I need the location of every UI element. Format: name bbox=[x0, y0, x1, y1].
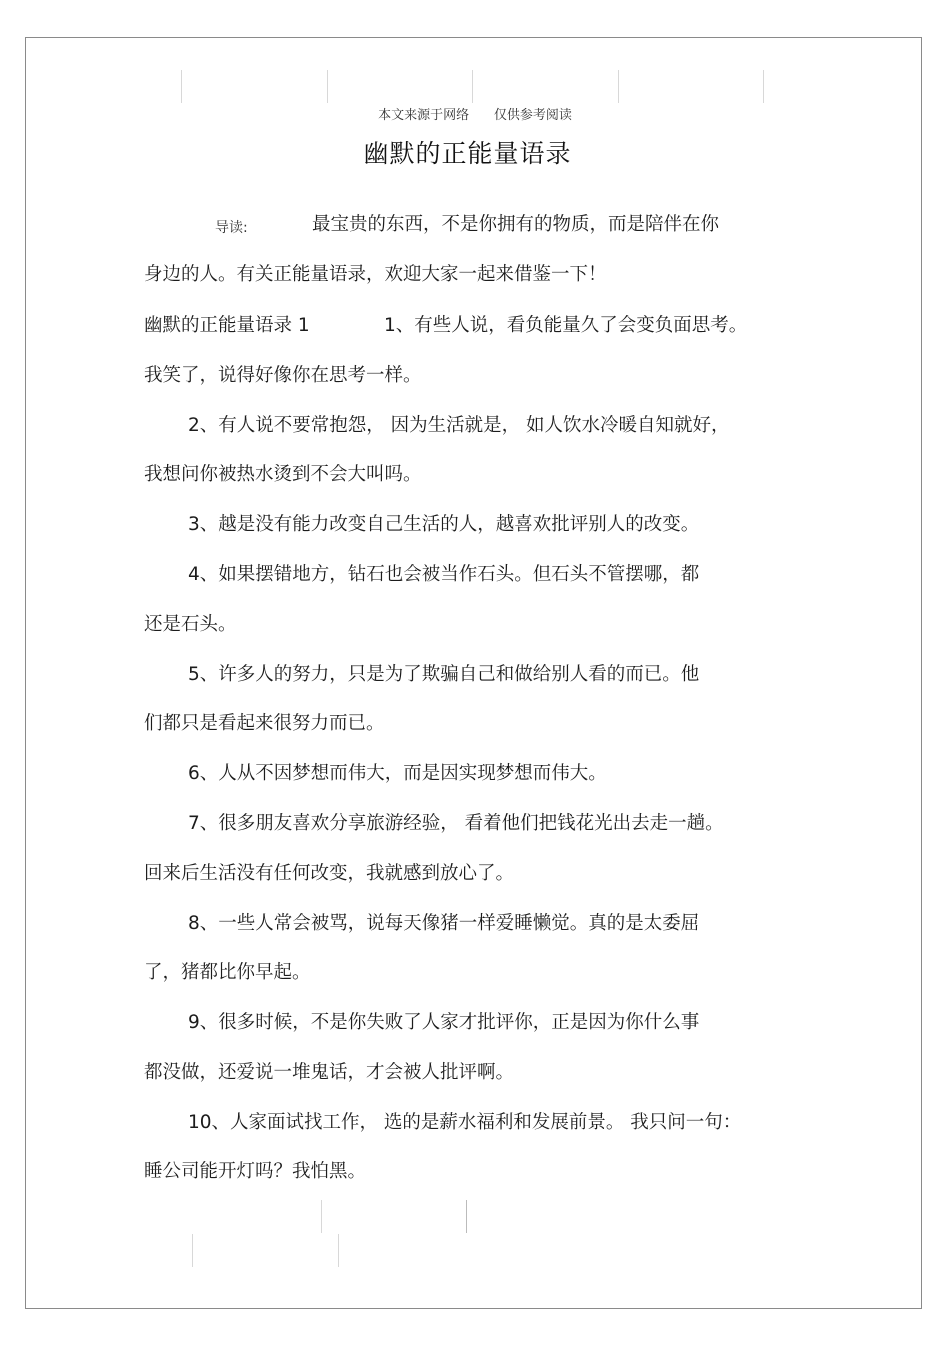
section-title: 幽默的正能量语录 1 bbox=[144, 315, 310, 336]
quote-7-line-2: 回来后生活没有任何改变，我就感到放心了。 bbox=[144, 863, 515, 884]
bottom-tick-3 bbox=[192, 1234, 193, 1267]
intro-line-1: 最宝贵的东西，不是你拥有的物质，而是陪伴在你 bbox=[312, 214, 720, 235]
document-title: 幽默的正能量语录 bbox=[363, 139, 572, 168]
bottom-tick-4 bbox=[338, 1234, 339, 1267]
intro-line-2: 身边的人。有关正能量语录，欢迎大家一起来借鉴一下！ bbox=[144, 264, 607, 285]
top-tick-3 bbox=[472, 70, 473, 103]
quote-10-line-2: 睡公司能开灯吗？我怕黑。 bbox=[144, 1161, 367, 1182]
top-tick-2 bbox=[327, 70, 328, 103]
quote-9-line-1: 9、很多时候，不是你失败了人家才批评你，正是因为你什么事 bbox=[188, 1012, 700, 1033]
bottom-tick-1 bbox=[321, 1200, 322, 1233]
intro-label: 导读: bbox=[215, 220, 248, 236]
quote-9-line-2: 都没做，还爱说一堆鬼话，才会被人批评啊。 bbox=[144, 1062, 515, 1083]
top-tick-1 bbox=[181, 70, 182, 103]
quote-4-line-1: 4、如果摆错地方，钻石也会被当作石头。但石头不管摆哪，都 bbox=[188, 564, 700, 585]
quote-3-line-1: 3、越是没有能力改变自己生活的人，越喜欢批评别人的改变。 bbox=[188, 514, 700, 535]
quote-7-line-1: 7、很多朋友喜欢分享旅游经验， 看着他们把钱花光出去走一趟。 bbox=[188, 813, 724, 834]
quote-2-line-2: 我想问你被热水烫到不会大叫吗。 bbox=[144, 464, 422, 485]
top-tick-4 bbox=[618, 70, 619, 103]
quote-8-line-2: 了，猪都比你早起。 bbox=[144, 962, 311, 983]
quote-1-line-2: 我笑了，说得好像你在思考一样。 bbox=[144, 365, 422, 386]
quote-6-line-1: 6、人从不因梦想而伟大，而是因实现梦想而伟大。 bbox=[188, 763, 607, 784]
quote-2-line-1: 2、有人说不要常抱怨， 因为生活就是， 如人饮水冷暖自知就好， bbox=[188, 415, 730, 436]
quote-5-line-2: 们都只是看起来很努力而已。 bbox=[144, 713, 385, 734]
quote-1-line-1: 1、有些人说，看负能量久了会变负面思考。 bbox=[384, 315, 748, 336]
bottom-tick-2 bbox=[466, 1200, 467, 1233]
quote-8-line-1: 8、一些人常会被骂，说每天像猪一样爱睡懒觉。真的是太委屈 bbox=[188, 913, 700, 934]
quote-10-line-1: 10、人家面试找工作， 选的是薪水福利和发展前景。 我只问一句： bbox=[188, 1112, 742, 1133]
quote-4-line-2: 还是石头。 bbox=[144, 614, 237, 635]
source-note: 本文来源于网络 仅供参考阅读 bbox=[378, 108, 572, 123]
top-tick-5 bbox=[763, 70, 764, 103]
quote-5-line-1: 5、许多人的努力，只是为了欺骗自己和做给别人看的而已。他 bbox=[188, 664, 700, 685]
